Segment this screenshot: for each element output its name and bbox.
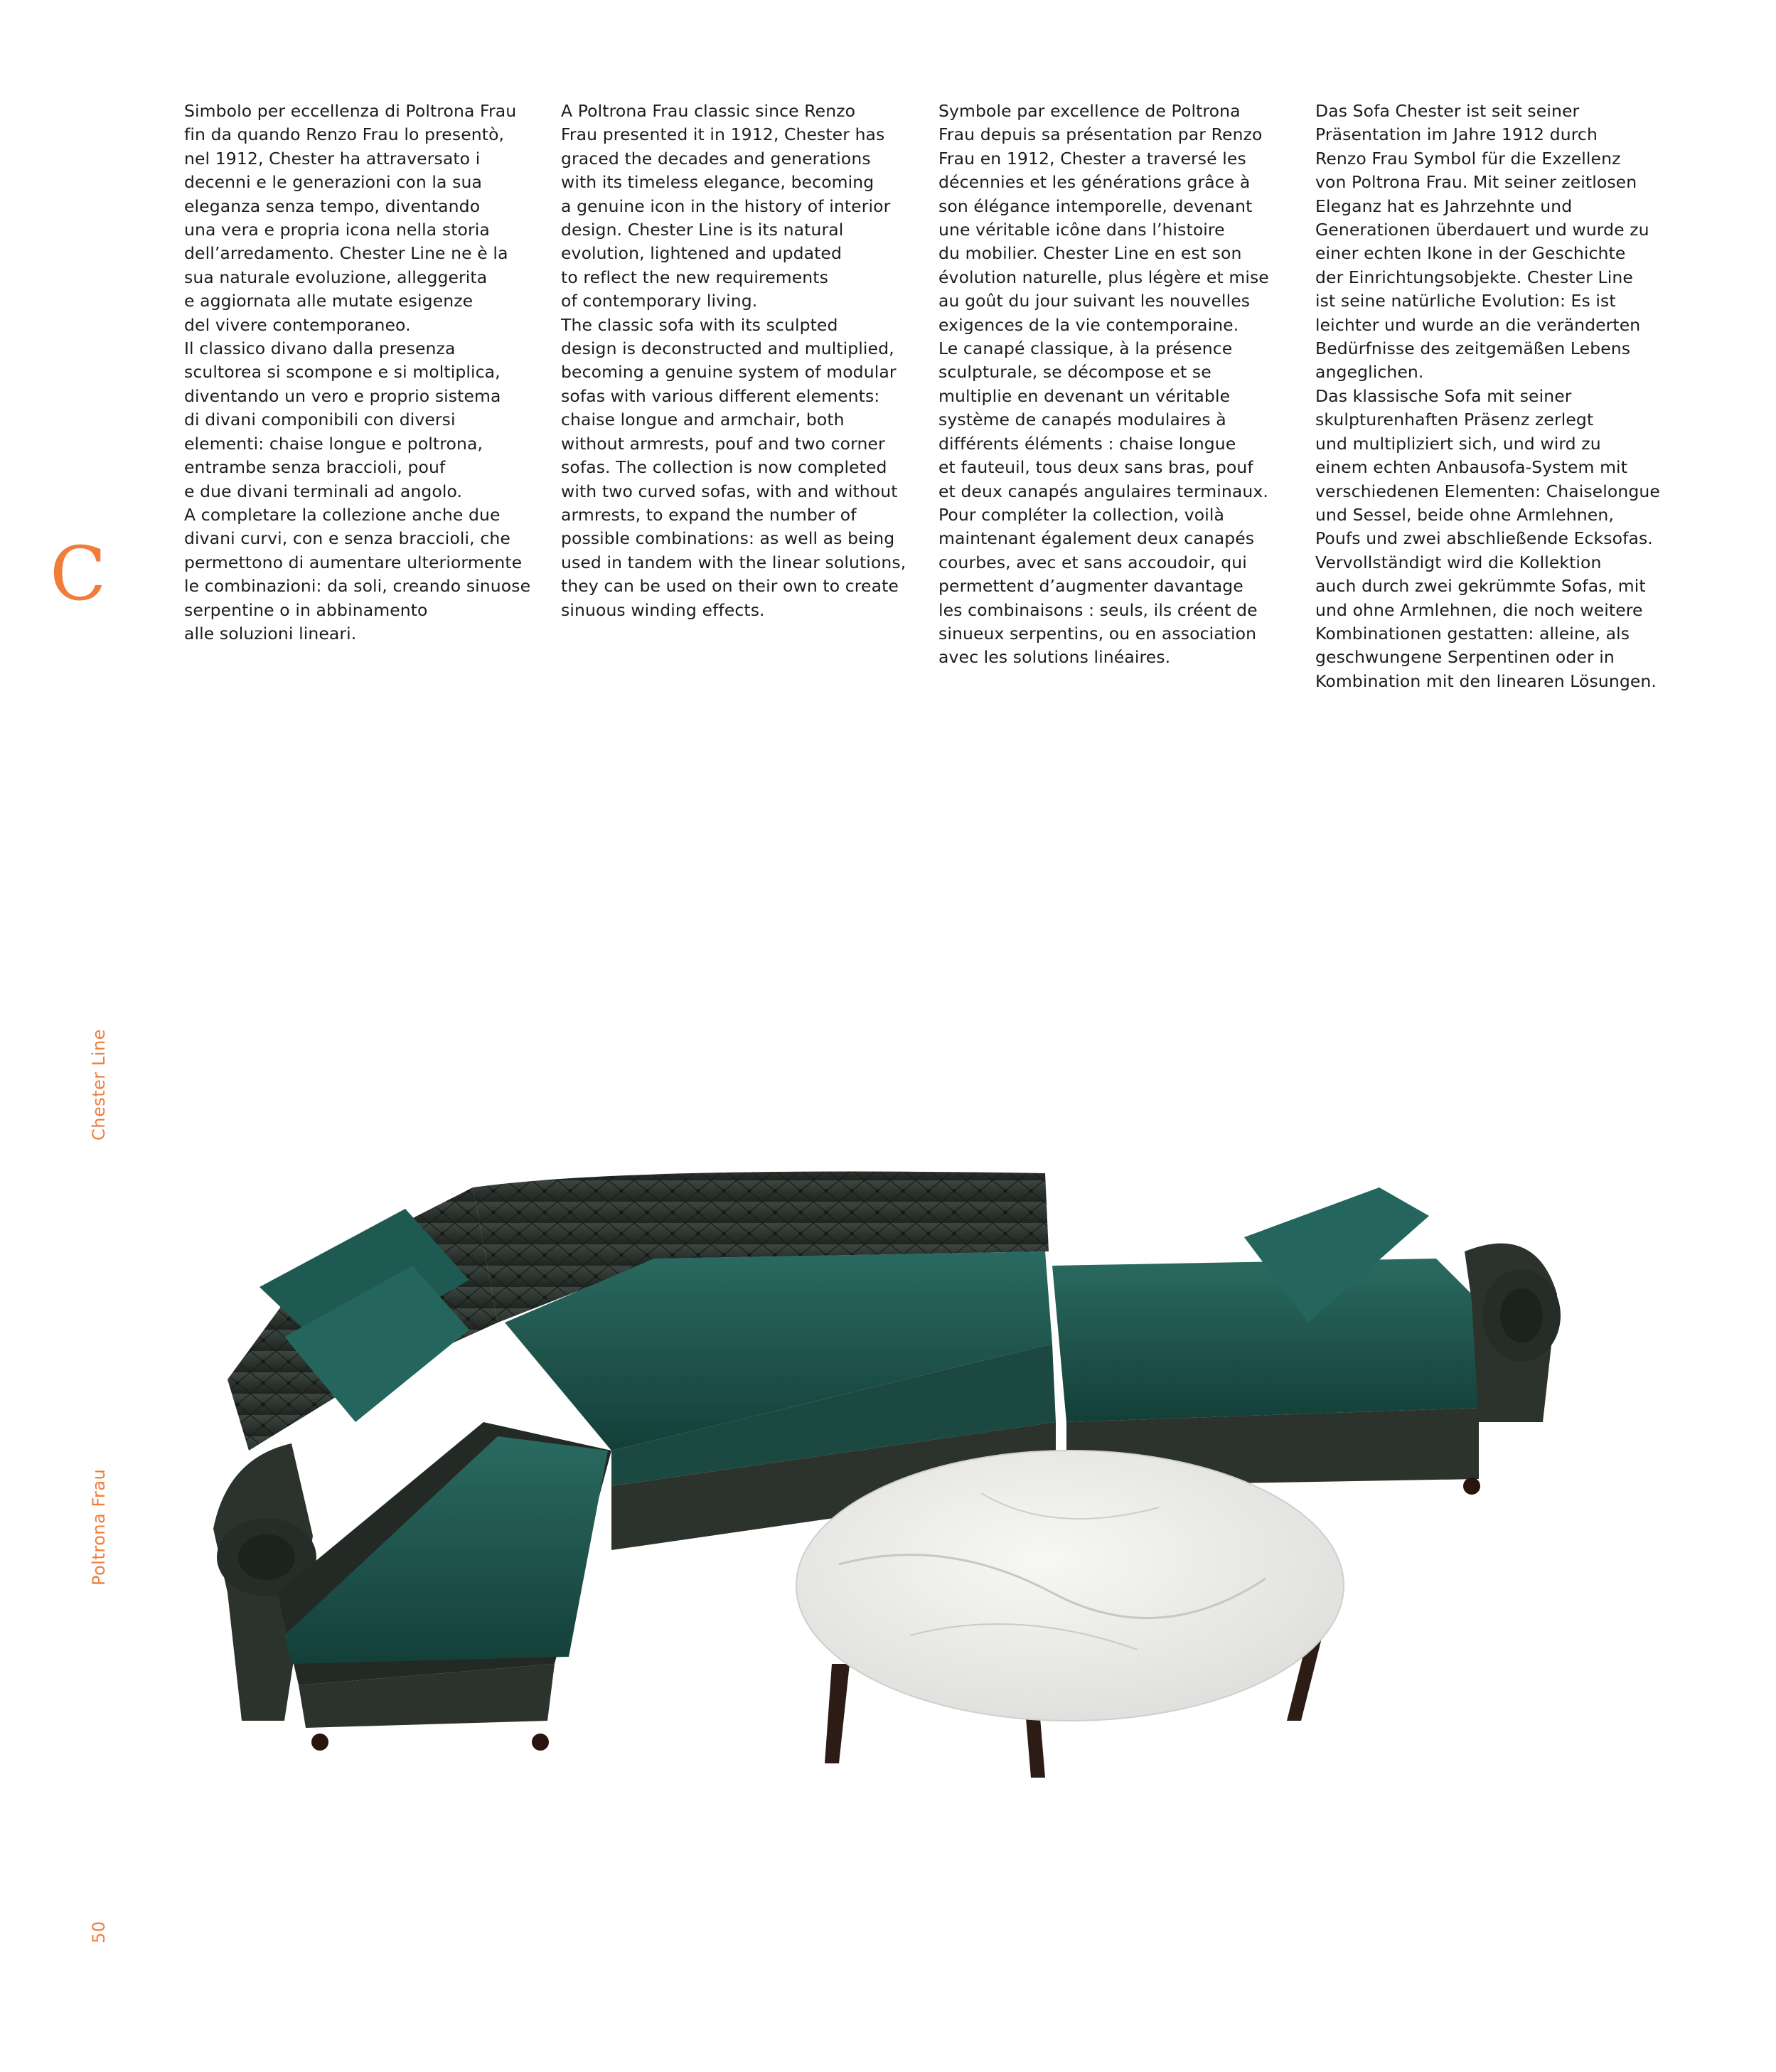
text-column-french — [938, 100, 1287, 670]
german-text: Das Sofa Chester ist seit seiner Präsentation im Jahre 1912 durch Renzo Frau Symbol für die Exzellenz von Poltrona Frau. Mit seiner zeitlosen Eleganz hat es Jahrzehnte und Generationen überdauert und wurde zu einer echten Ikone in der Geschichte der Einrichtungsobjekte. Chester Line ist seine natürliche Evolution: Es ist leichter und wurde an die veränderten Bedürfnisse des zeitgemäßen Lebens angeglichen. Das klassische Sofa mit seiner skulpturenhaften Präsenz zerlegt und multipliziert sich, und wird zu einem echten Anbausofa-System mit verschiedenen Elementen: Chaiselongue und Sessel, beide ohne Armlehnen, Poufs und zwei abschließende Ecksofas. Vervollständigt wird die Kollektion auch durch zwei gekrümmte Sofas, mit und ohne Armlehnen, die noch weitere Kombinationen gestatten: alleine, als geschwungene Serpentinen oder in Kombination mit den linearen Lösungen. — [1315, 101, 1660, 691]
section-initial: C — [50, 530, 107, 617]
sidebar-collection-title: Chester Line — [89, 1029, 109, 1141]
french-text: Symbole par excellence de Poltrona Frau depuis sa présentation par Renzo Frau en 1912, Chester a traversé les décennies et les générations grâce à son élégance intemporelle, devenant une véritable icône dans l’histoire du mobilier. Chester Line en est son évolution naturelle, plus légère et mise au goût du jour suivant les nouvelles exigences de la vie contemporaine. Le canapé classique, à la présence sculpturale, se décompose et se multiplie en devenant un véritable système de canapés modulaires à différents éléments : chaise longue et fauteuil, tous deux sans bras, pouf et deux canapés angulaires terminaux. Pour compléter la collection, voilà maintenant également deux canapés courbes, avec et sans accoudoir, qui permettent d’augmenter davantage les combinaisons : seuls, ils créent de sinueux serpentins, ou en association avec les solutions linéaires. — [938, 101, 1269, 668]
text-column-german — [1315, 100, 1664, 693]
italian-text: Simbolo per eccellenza di Poltrona Frau fin da quando Renzo Frau lo presentò, nel 1912, Chester ha attraversato i decenni e le generazioni con la sua eleganza senza tempo, diventando una vera e propria icona nella storia dell’arredamento. Chester Line ne è la sua naturale evoluzione, alleggerita e aggiornata alle mutate esigenze del vivere contemporaneo. Il classico divano dalla presenza scultorea si scompone e si moltiplica, diventando un vero e proprio sistema di divani componibili con diversi elementi: chaise longue e poltrona, entrambe senza braccioli, pouf e due divani terminali ad angolo. A completare la collezione anche due divani curvi, con e senza braccioli, che permettono di aumentare ulteriormente le combinazioni: da soli, creando sinuose serpentine o in abbinamento alle soluzioni lineari. — [184, 101, 531, 644]
text-column-italian — [184, 100, 533, 646]
english-text: A Poltrona Frau classic since Renzo Frau presented it in 1912, Chester has graced the decades and generations with its timeless elegance, becoming a genuine icon in the history of interior design. Chester Line is its natural evolution, lightened and updated to reflect the new requirements of contemporary living. The classic sofa with its sculpted design is deconstructed and multiplied, becoming a genuine system of modular sofas with various different elements: chaise longue and armchair, both without armrests, pouf and two corner sofas. The collection is now completed with two curved sofas, with and without armrests, to expand the number of possible combinations: as well as being used in tandem with the linear solutions, they can be used on their own to create sinuous winding effects. — [561, 101, 906, 620]
product-photo — [199, 1138, 1628, 1934]
sidebar-brand-name: Poltrona Frau — [89, 1468, 109, 1586]
page-number: 50 — [89, 1921, 109, 1943]
text-column-english — [561, 100, 909, 622]
left-chaise-longue — [277, 1422, 611, 1751]
marble-coffee-table — [796, 1451, 1344, 1778]
